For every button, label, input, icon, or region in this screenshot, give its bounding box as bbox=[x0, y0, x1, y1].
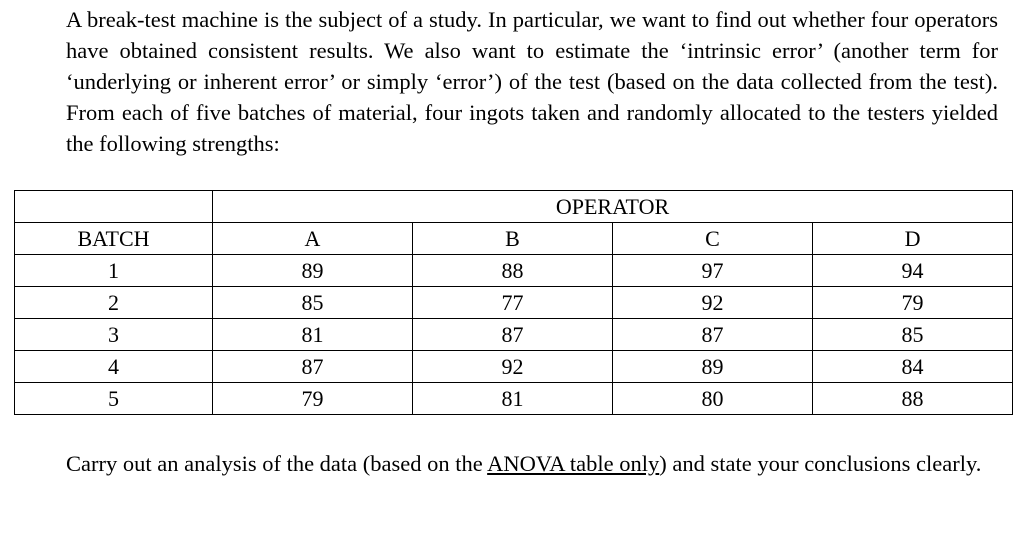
value-cell: 85 bbox=[813, 319, 1013, 351]
task-instruction bbox=[66, 448, 998, 479]
batch-cell: 3 bbox=[15, 319, 213, 351]
value-cell: 77 bbox=[413, 287, 613, 319]
batch-cell: 1 bbox=[15, 255, 213, 287]
table-row bbox=[15, 351, 1013, 383]
table-column-header-row bbox=[15, 223, 1013, 255]
value-cell: 80 bbox=[613, 383, 813, 415]
value-cell: 88 bbox=[413, 255, 613, 287]
table-row bbox=[15, 383, 1013, 415]
value-cell: 92 bbox=[413, 351, 613, 383]
value-cell: 87 bbox=[613, 319, 813, 351]
column-header-d: D bbox=[813, 223, 1013, 255]
value-cell: 85 bbox=[213, 287, 413, 319]
anova-emphasis: ANOVA table only bbox=[487, 451, 660, 476]
instruction-text-end: ) and state your conclusions clearly. bbox=[659, 451, 982, 476]
value-cell: 87 bbox=[413, 319, 613, 351]
instruction-text-start: Carry out an analysis of the data (based on the bbox=[66, 451, 488, 476]
batch-cell: 2 bbox=[15, 287, 213, 319]
value-cell: 79 bbox=[213, 383, 413, 415]
value-cell: 88 bbox=[813, 383, 1013, 415]
table-group-header-row bbox=[15, 191, 1013, 223]
problem-statement: A break-test machine is the subject of a study. In particular, we want to find out whether four operators have obtained consistent results. We also want to estimate the ‘intrinsic error’ (another term for ‘underlying or inherent error’ or simply ‘error’) of the test (based on the data collected from the test). From each of five batches of material, four ingots taken and randomly allocated to the testers yielded the following strengths: bbox=[66, 7, 998, 156]
value-cell: 89 bbox=[213, 255, 413, 287]
strength-table bbox=[14, 190, 1013, 415]
value-cell: 94 bbox=[813, 255, 1013, 287]
value-cell: 81 bbox=[213, 319, 413, 351]
column-header-c: C bbox=[613, 223, 813, 255]
batch-cell: 5 bbox=[15, 383, 213, 415]
value-cell: 81 bbox=[413, 383, 613, 415]
value-cell: 79 bbox=[813, 287, 1013, 319]
value-cell: 87 bbox=[213, 351, 413, 383]
batch-cell: 4 bbox=[15, 351, 213, 383]
column-header-a: A bbox=[213, 223, 413, 255]
table-corner-cell bbox=[15, 191, 213, 223]
value-cell: 97 bbox=[613, 255, 813, 287]
table-row bbox=[15, 255, 1013, 287]
table-row bbox=[15, 319, 1013, 351]
value-cell: 92 bbox=[613, 287, 813, 319]
operator-header: OPERATOR bbox=[213, 191, 1013, 223]
value-cell: 89 bbox=[613, 351, 813, 383]
value-cell: 84 bbox=[813, 351, 1013, 383]
column-header-b: B bbox=[413, 223, 613, 255]
batch-header: BATCH bbox=[15, 223, 213, 255]
table-row bbox=[15, 287, 1013, 319]
